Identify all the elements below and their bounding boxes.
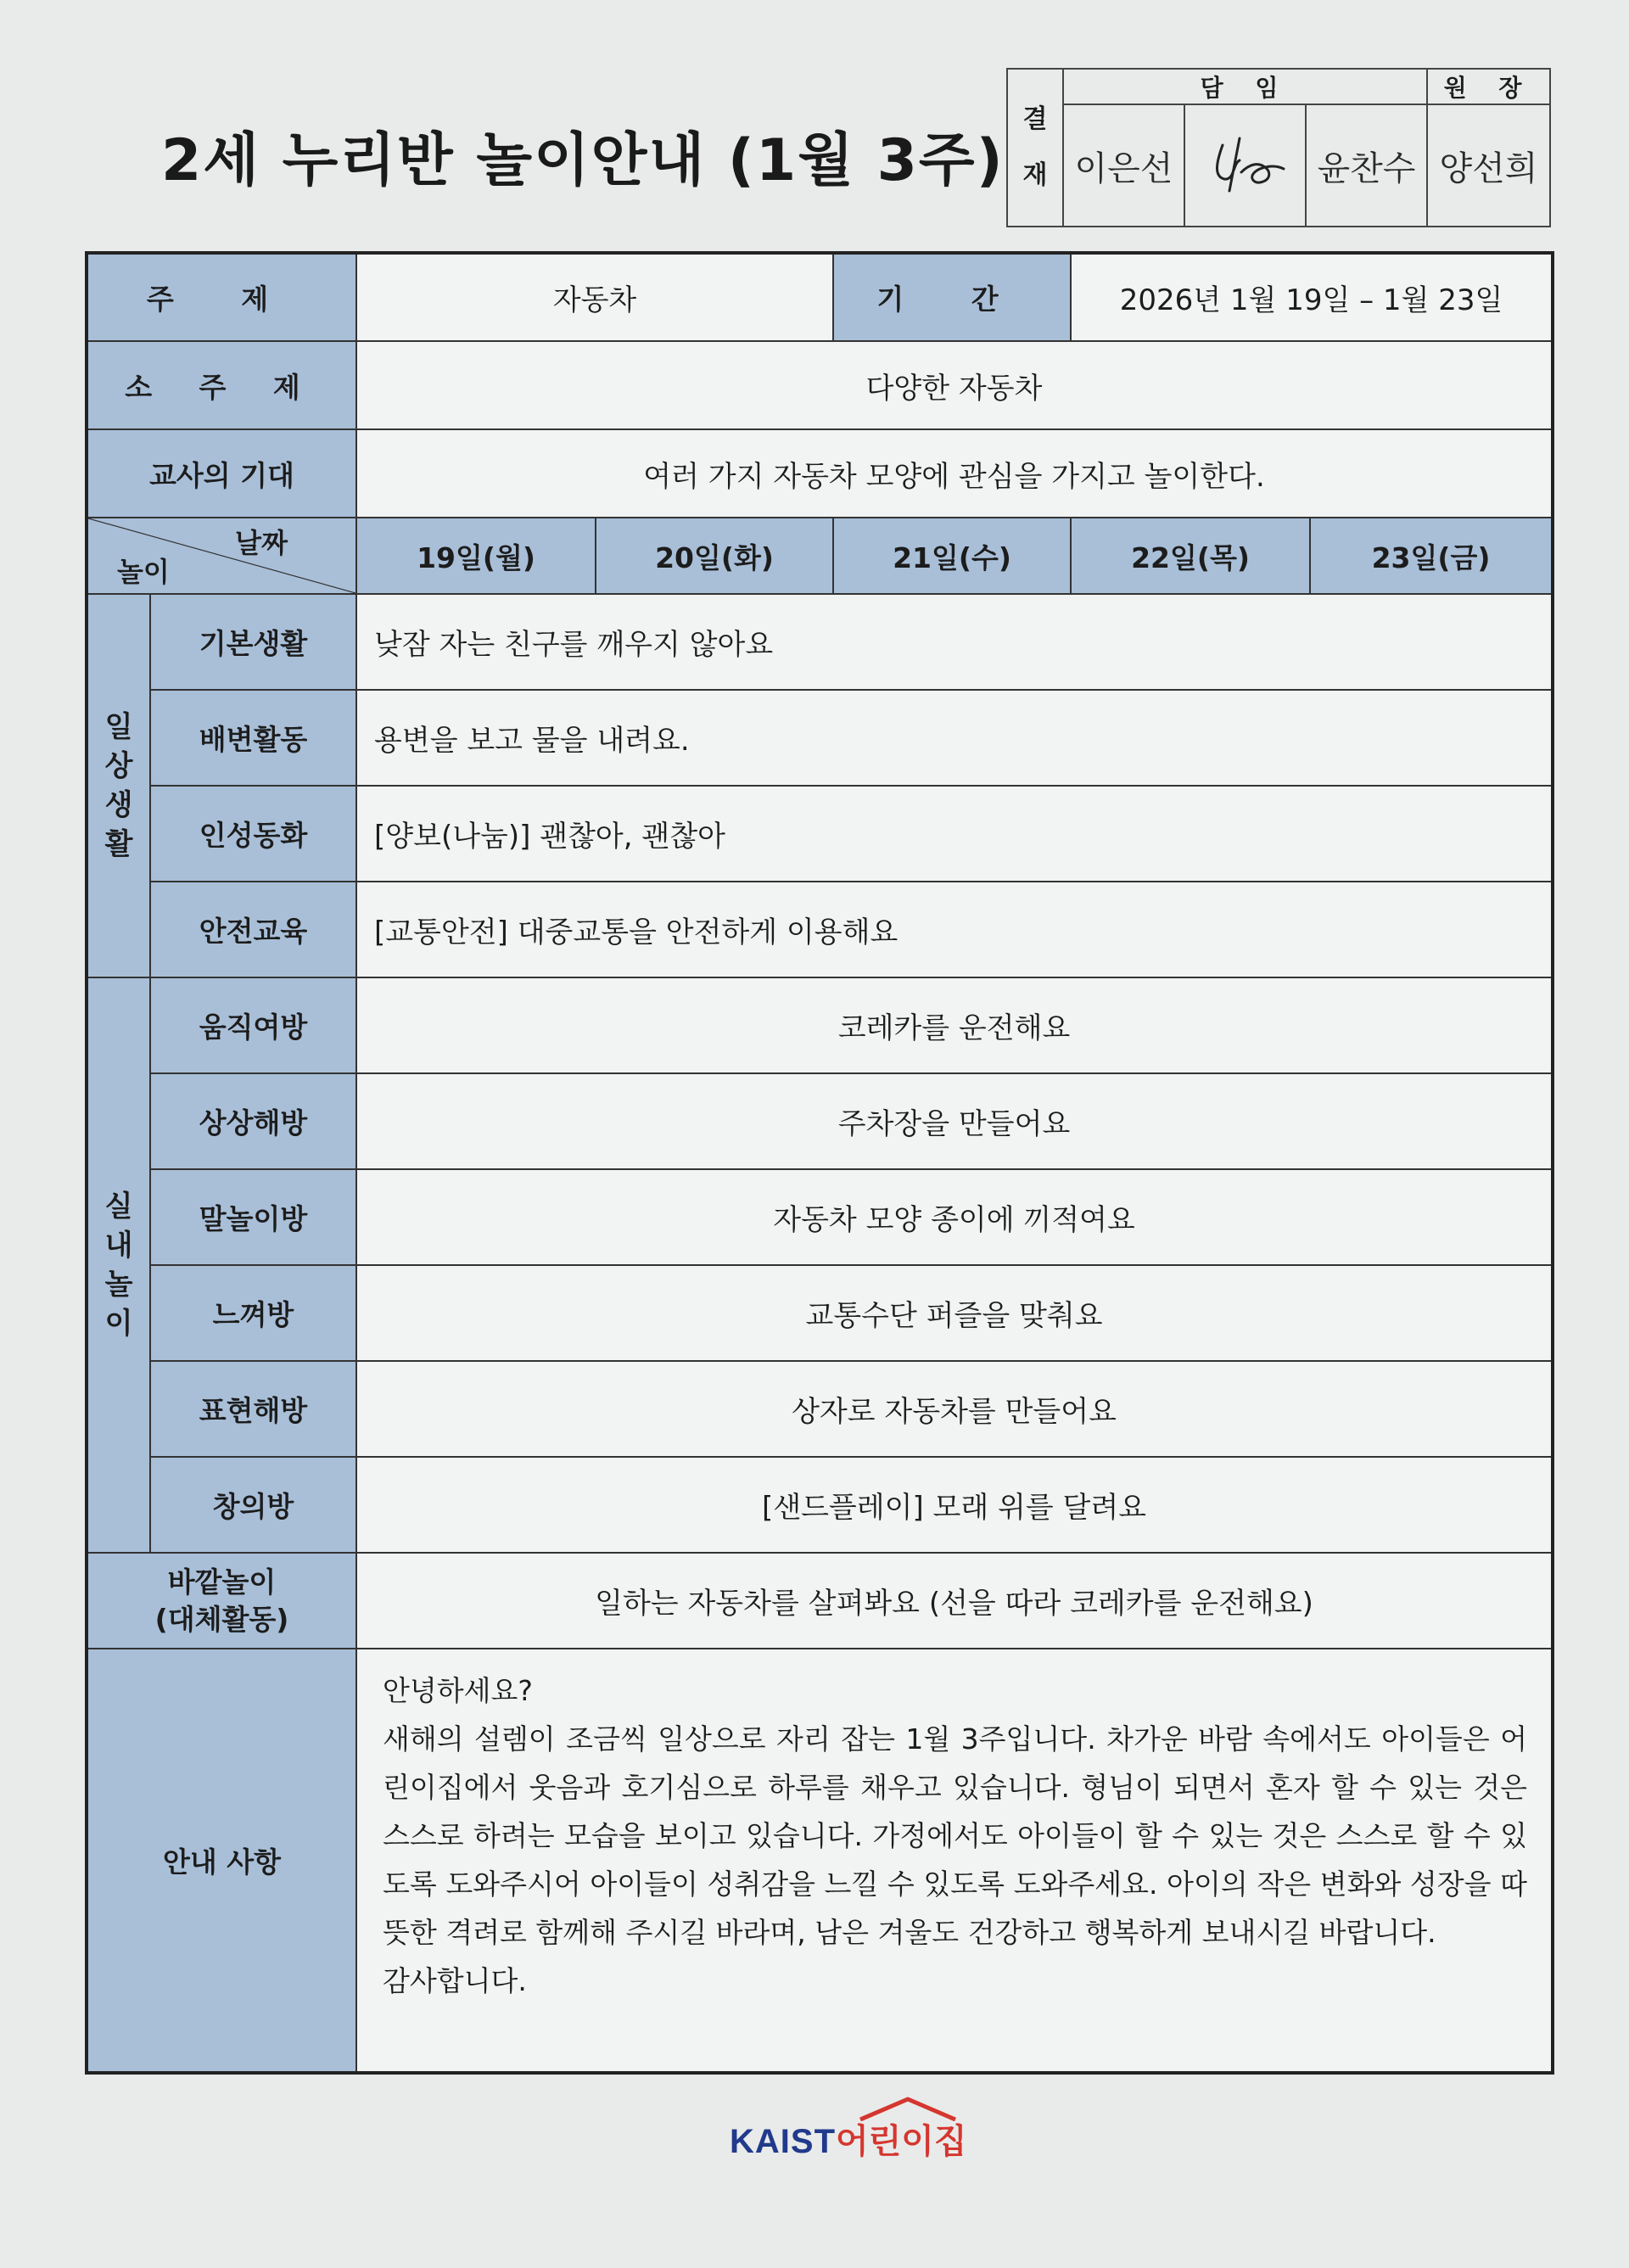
- teacher-name-1: 이은선: [1063, 104, 1184, 227]
- weekly-plan-table: [85, 251, 1554, 2075]
- subtopic-label: 소 주 제: [87, 341, 356, 429]
- row-label: 배변활동: [150, 690, 356, 786]
- indoor-play-group-label: 실 내 놀 이: [87, 977, 150, 1553]
- notice-closing: 감사합니다.: [383, 1964, 527, 1997]
- row-label: 안전교육: [150, 882, 356, 977]
- signature-mark: [1184, 104, 1306, 227]
- logo-daycare-text: 어린이집: [836, 2123, 967, 2160]
- topic-value: 자동차: [356, 253, 833, 341]
- logo-kaist-text: KAIST: [730, 2123, 836, 2160]
- day-header: 20일(화): [596, 518, 833, 594]
- day-header: 21일(수): [833, 518, 1071, 594]
- row-content: [샌드플레이] 모래 위를 달려요: [356, 1457, 1553, 1553]
- notice-label: 안내 사항: [87, 1649, 356, 2073]
- approval-label-char: 재: [1022, 160, 1048, 190]
- corner-date-label: 날짜: [235, 527, 288, 559]
- row-label: 느껴방: [150, 1265, 356, 1361]
- notice-content: [356, 1649, 1553, 2073]
- notice-greeting: 안녕하세요?: [383, 1674, 533, 1707]
- date-play-corner: [87, 518, 356, 594]
- row-content: 상자로 자동차를 만들어요: [356, 1361, 1553, 1457]
- homeroom-header: 담 임: [1063, 69, 1427, 104]
- period-label: 기 간: [833, 253, 1071, 341]
- row-content: [양보(나눔)] 괜찮아, 괜찮아: [356, 786, 1553, 882]
- expectation-value: 여러 가지 자동차 모양에 관심을 가지고 놀이한다.: [356, 429, 1553, 518]
- expectation-label: 교사의 기대: [87, 429, 356, 518]
- row-content: 낮잠 자는 친구를 깨우지 않아요: [356, 594, 1553, 690]
- row-label: 상상해방: [150, 1073, 356, 1169]
- row-content: 주차장을 만들어요: [356, 1073, 1553, 1169]
- approval-box: [1006, 68, 1551, 227]
- director-header: 원 장: [1427, 69, 1550, 104]
- row-label: 기본생활: [150, 594, 356, 690]
- notice-body: 새해의 설렘이 조금씩 일상으로 자리 잡는 1월 3주입니다. 차가운 바람 속에서도 아이들은 어린이집에서 웃음과 호기심으로 하루를 채우고 있습니다. 형님이 되면서 혼자 할 수 있는 것은 스스로 하려는 모습을 보이고 있습니다. 가정에서도 아이들이 할 수 있는 것은 스스로 할 수 있도록 도와주시어 아이들이 성취감을 느낄 수 있도록 도와주세요. 아이의 작은 변화와 성장을 따뜻한 격려로 함께해 주시길 바라며, 남은 겨울도 건강하고 행복하게 보내시길 바랍니다.: [383, 1722, 1528, 1949]
- row-content: 교통수단 퍼즐을 맞춰요: [356, 1265, 1553, 1361]
- handwritten-signature: [1199, 130, 1292, 198]
- topic-label: 주 제: [87, 253, 356, 341]
- roof-icon: [857, 2096, 959, 2121]
- approval-label: [1007, 69, 1063, 227]
- daily-life-group-label: 일 상 생 활: [87, 594, 150, 977]
- row-content: [교통안전] 대중교통을 안전하게 이용해요: [356, 882, 1553, 977]
- outdoor-content: 일하는 자동차를 살펴봐요 (선을 따라 코레카를 운전해요): [356, 1553, 1553, 1649]
- row-label: 인성동화: [150, 786, 356, 882]
- row-label: 표현해방: [150, 1361, 356, 1457]
- row-content: 용변을 보고 물을 내려요.: [356, 690, 1553, 786]
- period-value: 2026년 1월 19일 – 1월 23일: [1071, 253, 1553, 341]
- day-header: 19일(월): [356, 518, 596, 594]
- row-content: 코레카를 운전해요: [356, 977, 1553, 1073]
- day-header: 22일(목): [1071, 518, 1310, 594]
- row-label: 말놀이방: [150, 1169, 356, 1265]
- kaist-daycare-logo: [730, 2114, 967, 2163]
- row-label: 움직여방: [150, 977, 356, 1073]
- teacher-name-2: 윤찬수: [1306, 104, 1427, 227]
- row-label: 창의방: [150, 1457, 356, 1553]
- outdoor-label: 바깥놀이 (대체활동): [87, 1553, 356, 1649]
- row-content: 자동차 모양 종이에 끼적여요: [356, 1169, 1553, 1265]
- page-title: 2세 누리반 놀이안내 (1월 3주): [161, 127, 1005, 194]
- subtopic-value: 다양한 자동차: [356, 341, 1553, 429]
- corner-play-label: 놀이: [117, 556, 170, 588]
- day-header: 23일(금): [1310, 518, 1553, 594]
- approval-label-char: 결: [1022, 104, 1048, 134]
- director-name: 양선희: [1427, 104, 1550, 227]
